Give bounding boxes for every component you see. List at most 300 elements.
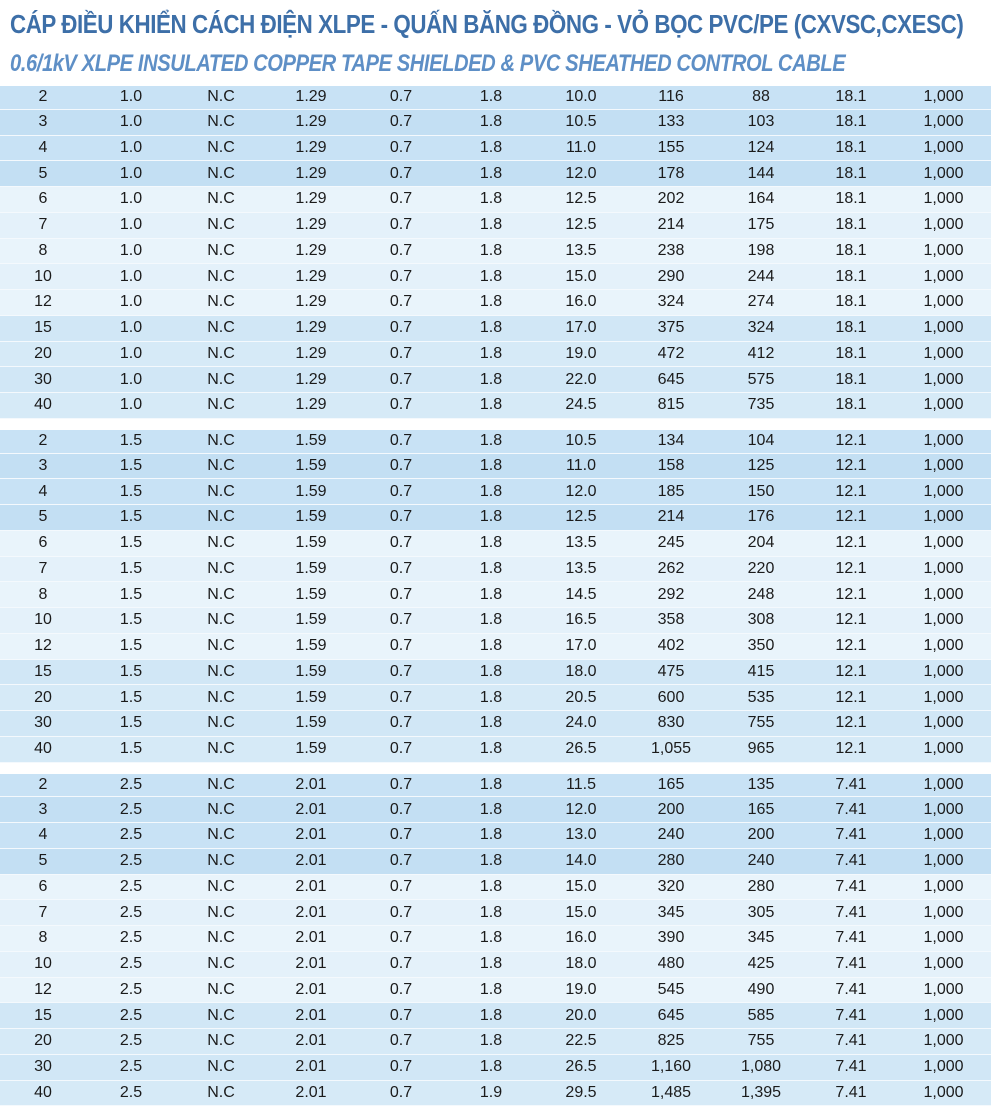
- table-cell: 1,000: [923, 826, 964, 844]
- table-cell: 1.59: [295, 585, 327, 603]
- table-row: [0, 428, 991, 454]
- table-cell: 1.8: [479, 88, 503, 106]
- table-row: [0, 557, 991, 583]
- table-cell: 1,000: [923, 637, 964, 655]
- table-row: [0, 737, 991, 763]
- table-cell: N.C: [207, 370, 235, 388]
- table-cell: 965: [747, 740, 775, 758]
- table-cell: 24.5: [565, 396, 597, 414]
- table-row: [0, 290, 991, 316]
- table-cell: 375: [657, 319, 685, 337]
- table-cell: N.C: [207, 344, 235, 362]
- table-cell: 402: [657, 637, 685, 655]
- table-cell: 7: [38, 559, 48, 577]
- table-row: [0, 978, 991, 1004]
- table-cell: 3: [38, 800, 48, 818]
- table-cell: 0.7: [389, 293, 413, 311]
- table-cell: N.C: [207, 955, 235, 973]
- table-cell: 104: [747, 432, 775, 450]
- table-cell: 10: [34, 267, 52, 285]
- table-cell: N.C: [207, 267, 235, 285]
- table-cell: 1,000: [923, 482, 964, 500]
- table-cell: 2.5: [119, 826, 143, 844]
- table-cell: 2.5: [119, 903, 143, 921]
- table-row: [0, 342, 991, 368]
- table-cell: 2.01: [295, 903, 327, 921]
- table-row: [0, 136, 991, 162]
- table-cell: 20: [34, 1032, 52, 1050]
- table-cell: 1.8: [479, 688, 503, 706]
- table-cell: 220: [747, 559, 775, 577]
- table-cell: 1.5: [119, 662, 143, 680]
- table-cell: 1.59: [295, 456, 327, 474]
- table-cell: 7.41: [835, 980, 867, 998]
- table-cell: 175: [747, 216, 775, 234]
- table-cell: 1,000: [923, 508, 964, 526]
- table-cell: 1,000: [923, 190, 964, 208]
- table-row: [0, 1081, 991, 1107]
- table-cell: 164: [747, 190, 775, 208]
- table-cell: 7: [38, 216, 48, 234]
- block-separator: [0, 419, 991, 428]
- table-cell: 12.1: [835, 456, 867, 474]
- table-cell: 18.1: [835, 293, 867, 311]
- table-cell: 20: [34, 688, 52, 706]
- table-cell: 12.1: [835, 585, 867, 603]
- table-cell: 0.7: [389, 370, 413, 388]
- table-cell: 103: [747, 113, 775, 131]
- table-cell: N.C: [207, 293, 235, 311]
- table-cell: 1.8: [479, 852, 503, 870]
- table-cell: 490: [747, 980, 775, 998]
- table-cell: 12.0: [565, 800, 597, 818]
- table-cell: N.C: [207, 852, 235, 870]
- table-cell: 1.8: [479, 903, 503, 921]
- table-row: [0, 1003, 991, 1029]
- table-cell: 158: [657, 456, 685, 474]
- table-cell: 0.7: [389, 852, 413, 870]
- table-cell: 1,000: [923, 955, 964, 973]
- table-cell: N.C: [207, 88, 235, 106]
- cable-spec-table: [0, 84, 991, 1106]
- table-cell: 1,000: [923, 611, 964, 629]
- table-cell: 150: [747, 482, 775, 500]
- table-cell: 4: [38, 482, 48, 500]
- table-cell: N.C: [207, 432, 235, 450]
- table-cell: N.C: [207, 1006, 235, 1024]
- table-cell: 12.1: [835, 482, 867, 500]
- table-cell: N.C: [207, 688, 235, 706]
- page-subtitle: 0.6/1kV XLPE INSULATED COPPER TAPE SHIELDED & PVC SHEATHED CONTROL CABLE: [10, 50, 846, 77]
- table-cell: 1,000: [923, 267, 964, 285]
- table-cell: N.C: [207, 482, 235, 500]
- table-row: [0, 479, 991, 505]
- table-cell: 1.0: [119, 319, 143, 337]
- table-cell: 0.7: [389, 740, 413, 758]
- table-cell: 1,160: [650, 1058, 692, 1076]
- table-cell: 1.8: [479, 929, 503, 947]
- table-cell: 1.0: [119, 88, 143, 106]
- table-cell: 176: [747, 508, 775, 526]
- table-cell: 1.8: [479, 190, 503, 208]
- table-cell: 0.7: [389, 826, 413, 844]
- table-cell: 1,000: [923, 1083, 964, 1101]
- table-cell: 40: [34, 740, 52, 758]
- table-cell: 1.0: [119, 293, 143, 311]
- table-cell: 1.0: [119, 267, 143, 285]
- table-cell: 5: [38, 164, 48, 182]
- table-cell: 2.01: [295, 800, 327, 818]
- table-cell: 12.1: [835, 740, 867, 758]
- table-cell: 308: [747, 611, 775, 629]
- table-cell: 144: [747, 164, 775, 182]
- table-cell: 0.7: [389, 534, 413, 552]
- table-row: [0, 367, 991, 393]
- table-cell: 1.8: [479, 241, 503, 259]
- table-cell: 1.8: [479, 534, 503, 552]
- table-cell: 280: [747, 877, 775, 895]
- table-cell: 20.0: [565, 1006, 597, 1024]
- table-row: [0, 239, 991, 265]
- table-cell: 29.5: [565, 1083, 597, 1101]
- table-cell: 238: [657, 241, 685, 259]
- table-row: [0, 1055, 991, 1081]
- table-cell: N.C: [207, 1058, 235, 1076]
- table-cell: 15.0: [565, 903, 597, 921]
- table-cell: 1.29: [295, 190, 327, 208]
- table-cell: 0.7: [389, 1083, 413, 1101]
- table-cell: 1.5: [119, 559, 143, 577]
- table-cell: 1,000: [923, 559, 964, 577]
- table-cell: 1.59: [295, 662, 327, 680]
- table-cell: N.C: [207, 396, 235, 414]
- table-cell: 1.8: [479, 826, 503, 844]
- table-cell: 1.0: [119, 113, 143, 131]
- table-row: [0, 316, 991, 342]
- table-cell: 0.7: [389, 432, 413, 450]
- table-cell: N.C: [207, 714, 235, 732]
- table-cell: 7.41: [835, 800, 867, 818]
- table-cell: 200: [747, 826, 775, 844]
- table-cell: 1.5: [119, 740, 143, 758]
- table-cell: 1,000: [923, 456, 964, 474]
- table-cell: 14.0: [565, 852, 597, 870]
- table-cell: 0.7: [389, 714, 413, 732]
- table-cell: 10: [34, 611, 52, 629]
- table-cell: N.C: [207, 980, 235, 998]
- table-cell: 305: [747, 903, 775, 921]
- table-cell: 0.7: [389, 482, 413, 500]
- table-cell: 1,000: [923, 396, 964, 414]
- table-cell: 1.59: [295, 740, 327, 758]
- table-cell: 472: [657, 344, 685, 362]
- table-cell: 40: [34, 396, 52, 414]
- table-cell: 345: [657, 903, 685, 921]
- table-cell: 0.7: [389, 113, 413, 131]
- table-cell: 755: [747, 714, 775, 732]
- table-cell: 165: [747, 800, 775, 818]
- table-cell: 1,000: [923, 903, 964, 921]
- table-row: [0, 797, 991, 823]
- table-cell: 345: [747, 929, 775, 947]
- table-cell: 1,000: [923, 714, 964, 732]
- table-cell: 1,000: [923, 370, 964, 388]
- table-cell: 1.59: [295, 559, 327, 577]
- table-row: [0, 711, 991, 737]
- table-cell: 1.8: [479, 980, 503, 998]
- table-row: [0, 849, 991, 875]
- table-cell: 350: [747, 637, 775, 655]
- table-cell: 7.41: [835, 1032, 867, 1050]
- table-cell: 2.01: [295, 877, 327, 895]
- table-cell: N.C: [207, 1083, 235, 1101]
- table-cell: N.C: [207, 611, 235, 629]
- table-cell: 1.8: [479, 1058, 503, 1076]
- table-cell: 10.5: [565, 113, 597, 131]
- table-cell: N.C: [207, 585, 235, 603]
- table-cell: 575: [747, 370, 775, 388]
- table-cell: 0.7: [389, 775, 413, 793]
- table-cell: 2.5: [119, 1083, 143, 1101]
- table-cell: 244: [747, 267, 775, 285]
- table-cell: 0.7: [389, 903, 413, 921]
- table-cell: 0.7: [389, 164, 413, 182]
- table-cell: 7.41: [835, 775, 867, 793]
- table-cell: 1,000: [923, 980, 964, 998]
- table-cell: 7.41: [835, 826, 867, 844]
- table-cell: 5: [38, 508, 48, 526]
- table-cell: 1,000: [923, 1006, 964, 1024]
- table-cell: 7.41: [835, 877, 867, 895]
- table-cell: 155: [657, 138, 685, 156]
- table-cell: 7.41: [835, 852, 867, 870]
- table-cell: 12: [34, 980, 52, 998]
- table-cell: 12.1: [835, 508, 867, 526]
- table-cell: 1.5: [119, 534, 143, 552]
- table-row: [0, 187, 991, 213]
- table-cell: 1.29: [295, 113, 327, 131]
- table-cell: N.C: [207, 319, 235, 337]
- table-cell: 12.1: [835, 662, 867, 680]
- table-cell: 480: [657, 955, 685, 973]
- table-row: [0, 1029, 991, 1055]
- table-cell: 133: [657, 113, 685, 131]
- table-cell: 0.7: [389, 800, 413, 818]
- table-cell: 0.7: [389, 559, 413, 577]
- table-cell: 0.7: [389, 190, 413, 208]
- table-cell: 1.8: [479, 164, 503, 182]
- table-cell: N.C: [207, 190, 235, 208]
- table-row: [0, 875, 991, 901]
- table-cell: 18.1: [835, 396, 867, 414]
- table-cell: 1,000: [923, 138, 964, 156]
- table-block: [0, 428, 991, 763]
- table-cell: N.C: [207, 241, 235, 259]
- table-cell: 204: [747, 534, 775, 552]
- block-separator: [0, 763, 991, 772]
- table-cell: 1.8: [479, 559, 503, 577]
- table-cell: 0.7: [389, 688, 413, 706]
- table-cell: 7.41: [835, 1006, 867, 1024]
- table-cell: 18.1: [835, 344, 867, 362]
- table-cell: 1.8: [479, 508, 503, 526]
- table-cell: 248: [747, 585, 775, 603]
- table-cell: 2.5: [119, 929, 143, 947]
- table-cell: N.C: [207, 138, 235, 156]
- table-cell: 0.7: [389, 1006, 413, 1024]
- table-cell: 18.1: [835, 113, 867, 131]
- table-cell: 0.7: [389, 396, 413, 414]
- table-cell: 12.0: [565, 164, 597, 182]
- table-cell: 1.8: [479, 1006, 503, 1024]
- table-cell: 1.5: [119, 482, 143, 500]
- table-cell: 1.8: [479, 637, 503, 655]
- page-title: CÁP ĐIỀU KHIỂN CÁCH ĐIỆN XLPE - QUẤN BĂNG ĐỒNG - VỎ BỌC PVC/PE (CXVSC,CXESC): [10, 9, 964, 39]
- table-cell: 16.0: [565, 293, 597, 311]
- table-cell: 1.5: [119, 585, 143, 603]
- table-cell: 1.8: [479, 396, 503, 414]
- table-cell: 30: [34, 714, 52, 732]
- table-cell: 13.5: [565, 559, 597, 577]
- table-cell: 15.0: [565, 877, 597, 895]
- table-cell: 0.7: [389, 980, 413, 998]
- table-row: [0, 823, 991, 849]
- table-cell: 1.59: [295, 611, 327, 629]
- table-cell: 12: [34, 293, 52, 311]
- table-cell: 1.8: [479, 456, 503, 474]
- table-cell: 18.0: [565, 955, 597, 973]
- table-cell: 12.5: [565, 508, 597, 526]
- table-cell: 1.0: [119, 216, 143, 234]
- table-cell: 0.7: [389, 216, 413, 234]
- table-cell: 88: [752, 88, 770, 106]
- table-cell: 185: [657, 482, 685, 500]
- table-cell: 2.01: [295, 1006, 327, 1024]
- table-cell: 16.5: [565, 611, 597, 629]
- table-cell: 1,395: [740, 1083, 782, 1101]
- table-cell: 1.0: [119, 370, 143, 388]
- table-cell: 1.8: [479, 585, 503, 603]
- table-cell: 324: [747, 319, 775, 337]
- table-cell: 200: [657, 800, 685, 818]
- table-cell: 2.01: [295, 1058, 327, 1076]
- table-cell: 40: [34, 1083, 52, 1101]
- table-cell: N.C: [207, 456, 235, 474]
- table-cell: 324: [657, 293, 685, 311]
- table-cell: 600: [657, 688, 685, 706]
- table-row: [0, 393, 991, 419]
- table-cell: 412: [747, 344, 775, 362]
- table-cell: 1,000: [923, 432, 964, 450]
- table-cell: 1.59: [295, 432, 327, 450]
- table-cell: 24.0: [565, 714, 597, 732]
- table-cell: N.C: [207, 903, 235, 921]
- table-cell: 1.59: [295, 508, 327, 526]
- table-cell: 2.01: [295, 852, 327, 870]
- table-cell: 0.7: [389, 877, 413, 895]
- table-cell: 202: [657, 190, 685, 208]
- table-cell: 0.7: [389, 241, 413, 259]
- table-cell: 815: [657, 396, 685, 414]
- table-cell: 2.5: [119, 800, 143, 818]
- table-cell: 19.0: [565, 344, 597, 362]
- table-cell: N.C: [207, 559, 235, 577]
- table-cell: 1.8: [479, 800, 503, 818]
- table-cell: 1.5: [119, 456, 143, 474]
- table-row: [0, 454, 991, 480]
- table-cell: 1.59: [295, 714, 327, 732]
- table-cell: 8: [38, 241, 48, 259]
- table-cell: 545: [657, 980, 685, 998]
- table-row: [0, 110, 991, 136]
- table-cell: 18.1: [835, 88, 867, 106]
- table-cell: 2.5: [119, 980, 143, 998]
- table-cell: N.C: [207, 877, 235, 895]
- table-cell: 1.29: [295, 88, 327, 106]
- table-cell: 135: [747, 775, 775, 793]
- table-cell: 198: [747, 241, 775, 259]
- table-cell: 165: [657, 775, 685, 793]
- table-cell: 0.7: [389, 88, 413, 106]
- table-cell: 645: [657, 1006, 685, 1024]
- table-cell: 1.29: [295, 344, 327, 362]
- table-cell: 0.7: [389, 1032, 413, 1050]
- table-cell: N.C: [207, 113, 235, 131]
- table-cell: 18.1: [835, 190, 867, 208]
- table-cell: 12.5: [565, 216, 597, 234]
- table-cell: 2.01: [295, 1083, 327, 1101]
- table-cell: 11.0: [566, 138, 596, 156]
- table-cell: 415: [747, 662, 775, 680]
- table-cell: 0.7: [389, 508, 413, 526]
- table-cell: 116: [658, 88, 684, 106]
- table-cell: 280: [657, 852, 685, 870]
- table-row: [0, 926, 991, 952]
- table-cell: 0.7: [389, 929, 413, 947]
- table-cell: 12.1: [835, 432, 867, 450]
- table-cell: 3: [38, 113, 48, 131]
- table-cell: 1,000: [923, 293, 964, 311]
- table-cell: 1.9: [479, 1083, 503, 1101]
- table-row: [0, 608, 991, 634]
- table-cell: 6: [38, 534, 48, 552]
- table-cell: 30: [34, 370, 52, 388]
- table-cell: 1.29: [295, 396, 327, 414]
- table-cell: 2.01: [295, 980, 327, 998]
- table-cell: 15.0: [565, 267, 597, 285]
- table-cell: 12.5: [565, 190, 597, 208]
- table-cell: 358: [657, 611, 685, 629]
- table-cell: 0.7: [389, 637, 413, 655]
- table-cell: 274: [747, 293, 775, 311]
- table-cell: 10: [34, 955, 52, 973]
- table-cell: 2.01: [295, 1032, 327, 1050]
- table-cell: 0.7: [389, 267, 413, 285]
- table-cell: N.C: [207, 637, 235, 655]
- table-cell: 1,000: [923, 775, 964, 793]
- table-cell: 320: [657, 877, 685, 895]
- table-cell: 1,000: [923, 688, 964, 706]
- table-cell: 12.1: [835, 688, 867, 706]
- table-cell: 1.5: [119, 508, 143, 526]
- table-cell: 20.5: [565, 688, 597, 706]
- table-cell: 12.1: [835, 534, 867, 552]
- table-cell: 178: [657, 164, 685, 182]
- table-cell: 2: [38, 775, 48, 793]
- table-cell: 825: [657, 1032, 685, 1050]
- table-cell: 0.7: [389, 611, 413, 629]
- table-cell: 1.8: [479, 319, 503, 337]
